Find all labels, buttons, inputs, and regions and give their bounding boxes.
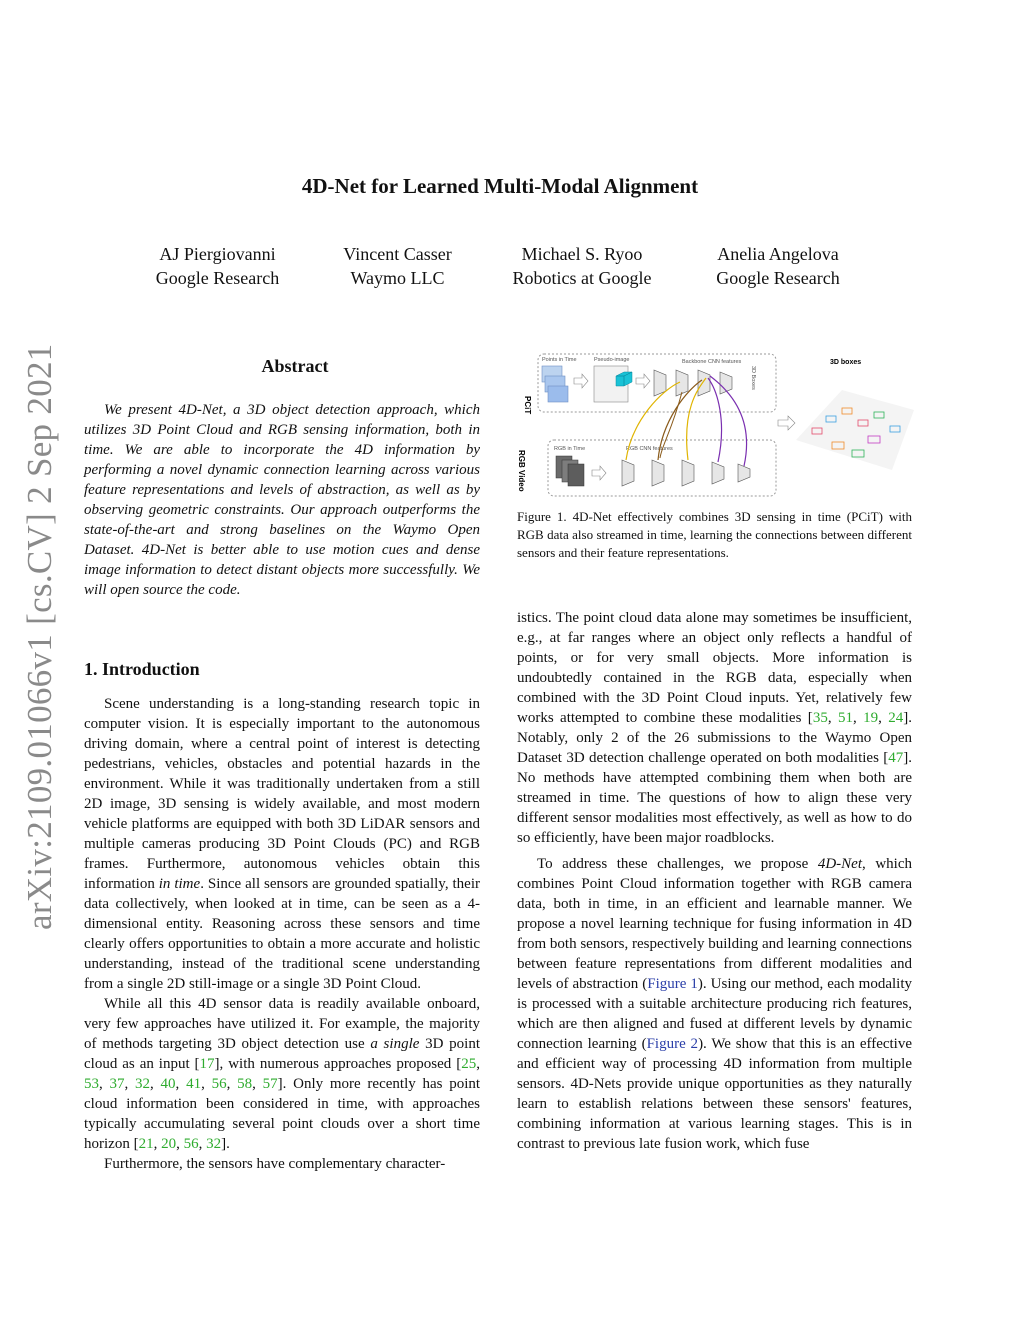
arrow-icon [636, 374, 650, 388]
author-name: Anelia Angelova [717, 244, 839, 264]
points-in-time-label: Points in Time [542, 357, 577, 363]
citation-link[interactable]: 21 [138, 1136, 154, 1152]
citation-group[interactable]: 21, 20, 56, 32 [138, 1136, 222, 1152]
citation-link[interactable]: 37 [109, 1076, 125, 1092]
arrow-icon [592, 466, 606, 480]
intro-paragraph-1: Scene understanding is a long-standing research topic in computer vision. It is especially important to the autonomous driving domain, where a central point of interest is detecting pedestrians, vehicles, obstacles and potential hazards in the environment. While it was traditionally undertaken from a still 2D image, 3D sensing is widely available, and most modern vehicle platforms are equipped with both 3D LiDAR sensors and multiple cameras producing 3D Point Clouds (PC) and RGB frames. Furthermore, autonomous vehicles obtain this information in time. Since all sensors are grounded spatially, their data collectively, when looked at in time, can be seen as a 4-dimensional entity. Reasoning across these sensors and time clearly offers opportunities to obtain a more accurate and holistic understanding, instead of the traditional scene understanding from a single 2D still-image or a single 3D Point Cloud. [84, 696, 480, 992]
rgb-in-time-label: RGB in Time [554, 446, 586, 452]
arrow-icon [778, 416, 795, 430]
citation-link[interactable]: 47 [888, 750, 904, 766]
intro-paragraph-3: Furthermore, the sensors have complementary character- [104, 1156, 446, 1172]
author-affiliation: Waymo LLC [350, 268, 445, 288]
citation-link[interactable]: 56 [183, 1136, 199, 1152]
right-column-body [517, 608, 912, 1154]
author-1 [140, 242, 295, 290]
citation-link[interactable]: 56 [211, 1076, 227, 1092]
citation-link[interactable]: 20 [161, 1136, 177, 1152]
citation-link[interactable]: 40 [160, 1076, 176, 1092]
author-4 [698, 242, 858, 290]
author-name: Vincent Casser [343, 244, 452, 264]
section-heading-introduction: 1. Introduction [84, 659, 200, 679]
intro-paragraph-4: istics. The point cloud data alone may sometimes be insufficient, e.g., at far ranges where an object only reflects a handful of points, or for very small objects. More information is undoubtedly contained in the RGB data, especially when combined with the 3D Point Cloud inputs. Yet, relatively few works attempted to combine these modalities [35, 51, 19, 24]. Notably, only 2 of the 26 submissions to the Waymo Open Dataset 3D detection challenge operated on both modalities [47]. No methods have attempted combining them when both are streamed in time. The questions of how to align these very different sensor modalities most effectively, as well as how to do so efficiently, have been major roadblocks. [517, 610, 913, 846]
intro-paragraph-5: To address these challenges, we propose 4D-Net, which combines Point Cloud information together with RGB camera data, both in time, in an efficient and learnable manner. We propose a novel learning technique for fusing information in 4D from both sensors, respectively building and learning connections between feature representations from different modalities and levels of abstraction (Figure 1). Using our method, each modality is processed with a suitable architecture producing rich features, which are then aligned and fused at different levels by dynamic connection learning (Figure 2). We show that this is an effective and efficient way of processing 4D information from multiple sensors. 4D-Nets provide unique opportunities as they naturally learn to establish relations between these sensors' features, combining information at various learning stages. This is in contrast to previous late fusion work, which fuse [517, 856, 912, 1152]
boxes-vertical-label: 3D Boxes [750, 366, 756, 390]
pcit-label: PCiT [523, 396, 532, 415]
rgb-cnn-features-label: RGB CNN features [626, 446, 673, 452]
rgb-frames [556, 456, 584, 486]
abstract-heading: Abstract [261, 356, 329, 376]
boxes-output-label: 3D boxes [830, 359, 862, 366]
abstract-text: We present 4D-Net, a 3D object detection approach, which utilizes 3D Point Cloud and RGB sensing information, both in time. We are able to incorporate the 4D information by performing a novel dynamic connection learning across various feature representations and levels of abstraction, as well as by observing geometric constraints. Our approach outperforms the state-of-the-art and strong baselines on the Waymo Open Dataset. 4D-Net is better able to use motion cues and dense image information to detect distant objects more successfully. We will open source the code. [84, 402, 480, 598]
author-affiliation: Robotics at Google [512, 268, 652, 288]
citation-link[interactable]: 58 [237, 1076, 253, 1092]
arrow-icon [574, 374, 588, 388]
figure-1-reference-link[interactable]: Figure 1 [647, 976, 698, 992]
pseudo-image-label: Pseudo-image [594, 357, 630, 363]
author-2 [320, 242, 475, 290]
author-name: Michael S. Ryoo [521, 244, 643, 264]
author-name: AJ Piergiovanni [159, 244, 276, 264]
arxiv-identifier: arXiv:2109.01066v1 [cs.CV] 2 Sep 2021 [20, 343, 59, 930]
rgb-video-label: RGB Video [517, 450, 526, 492]
citation-link[interactable]: 25 [461, 1056, 477, 1072]
left-column-body [84, 694, 480, 1174]
citation-link[interactable]: 51 [837, 710, 853, 726]
citation-group[interactable]: 25, 53, 37, 32, 40, 41, 56, 58, 57 [84, 1056, 480, 1092]
citation-link[interactable]: 17 [199, 1056, 215, 1072]
backbone-blocks [654, 370, 732, 396]
citation-link[interactable]: 35 [812, 710, 828, 726]
backbone-features-label: Backbone CNN features [682, 359, 742, 365]
figure-1-diagram [512, 350, 917, 500]
3d-boxes-scene [796, 390, 914, 470]
point-cloud-stack [542, 366, 568, 402]
citation-link[interactable]: 53 [84, 1076, 99, 1092]
intro-paragraph-2: While all this 4D sensor data is readily available onboard, very few approaches have utilized it. For example, the majority of methods targeting 3D object detection use a single 3D point cloud as an input [17], with numerous approaches proposed [25, 53, 37, 32, 40, 41, 56, 58, 57]. Only more recently has point cloud information been considered in time, with approaches typically accumulating several point clouds over a short time horizon [21, 20, 56, 32]. [84, 996, 481, 1152]
citation-link[interactable]: 24 [888, 710, 904, 726]
citation-link[interactable]: 32 [135, 1076, 151, 1092]
author-3 [497, 242, 667, 290]
citation-link[interactable]: 32 [206, 1136, 222, 1152]
paper-title: 4D-Net for Learned Multi-Modal Alignment [301, 174, 699, 198]
citation-group[interactable]: 35, 51, 19, 24 [812, 710, 904, 726]
author-affiliation: Google Research [716, 268, 840, 288]
figure-2-reference-link[interactable]: Figure 2 [646, 1036, 699, 1052]
citation-link[interactable]: 19 [863, 710, 879, 726]
rgb-cnn-blocks [622, 460, 750, 486]
citation-link[interactable]: 57 [262, 1076, 278, 1092]
author-affiliation: Google Research [155, 268, 280, 288]
figure-1-caption: Figure 1. 4D-Net effectively combines 3D sensing in time (PCiT) with RGB data also streamed in time, learning the connections between different sensors and their feature representations. [517, 509, 912, 560]
citation-link[interactable]: 41 [186, 1076, 202, 1092]
